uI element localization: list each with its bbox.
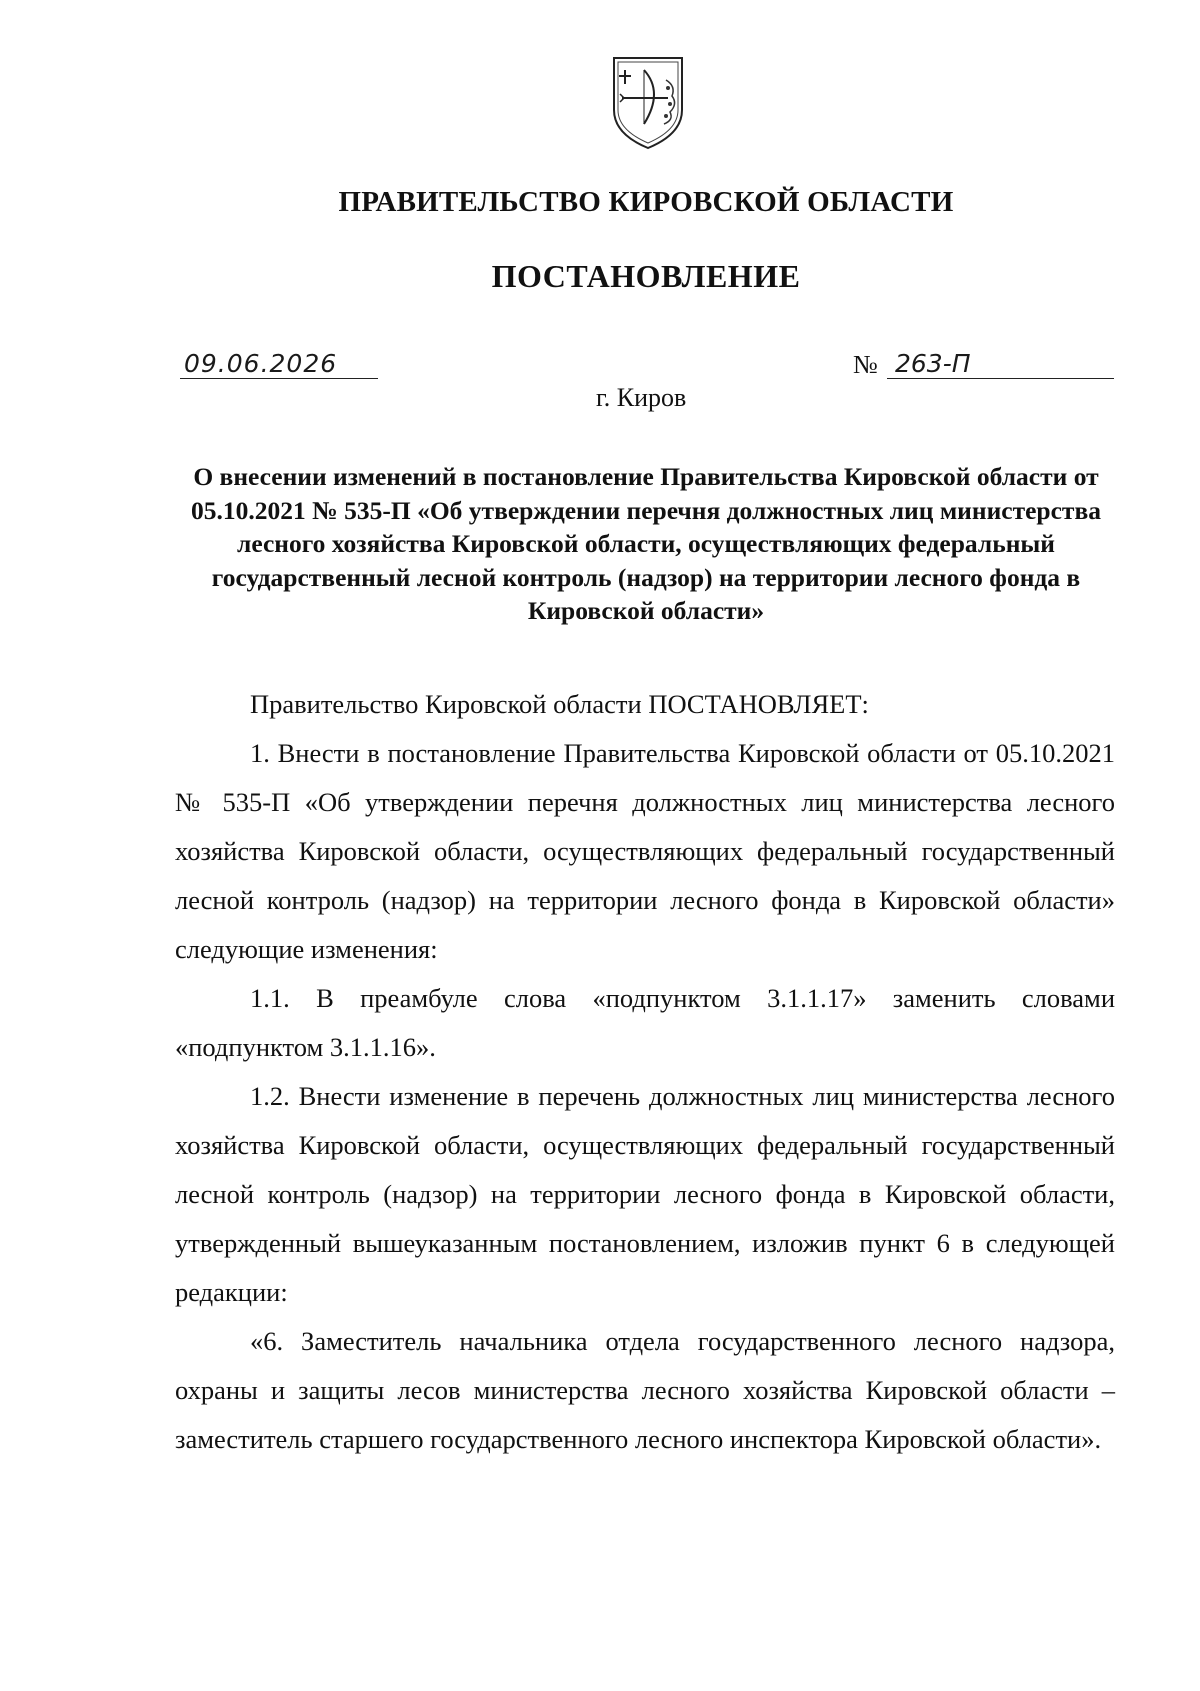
paragraph-1: 1. Внести в постановление Правительства Кировской области от 05.10.2021 № 535-П «Об утверждении перечня должностных лиц министерства лесного хозяйства Кировской области, осуществляющих федеральный государственный лесной контроль (надзор) на территории лесного фонда в Кировской области» следующие изменения: xyxy=(175,738,1115,964)
date-field xyxy=(180,349,378,379)
document-subject: О внесении изменений в постановление Правительства Кировской области от 05.10.2021 № 535-П «Об утверждении перечня должностных лиц министерства лесного хозяйства Кировской области, осуществляющих федеральный государственный лесной контроль (надзор) на территории лесного фонда в Кировской области» xyxy=(191,462,1101,625)
document-type: ПОСТАНОВЛЕНИЕ xyxy=(491,258,801,294)
paragraph-6: «6. Заместитель начальника отдела государственного лесного надзора, охраны и защиты лесов министерства лесного хозяйства Кировской области – заместитель старшего государственного лесного инспектора Кировской области». xyxy=(175,1326,1115,1454)
document-date: 09.06.2026 xyxy=(184,349,338,378)
paragraph-1-1: 1.1. В преамбуле слова «подпунктом 3.1.1.17» заменить словами «подпунктом 3.1.1.16». xyxy=(175,983,1115,1062)
number-field xyxy=(887,349,1114,379)
body-intro: Правительство Кировской области ПОСТАНОВЛЯЕТ: xyxy=(250,689,869,719)
government-name: ПРАВИТЕЛЬСТВО КИРОВСКОЙ ОБЛАСТИ xyxy=(338,186,954,218)
number-label: № xyxy=(853,350,878,379)
paragraph-1-2: 1.2. Внести изменение в перечень должностных лиц министерства лесного хозяйства Кировской области, осуществляющих федеральный государственный лесной контроль (надзор) на территории лесного фонда в Кировской области, утвержденный вышеуказанным постановлением, изложив пункт 6 в следующей редакции: xyxy=(175,1081,1115,1307)
document-number: 263-П xyxy=(895,349,971,378)
city: г. Киров xyxy=(596,383,687,412)
kirov-coat-of-arms-icon xyxy=(608,52,688,152)
document-body xyxy=(175,680,1115,1464)
